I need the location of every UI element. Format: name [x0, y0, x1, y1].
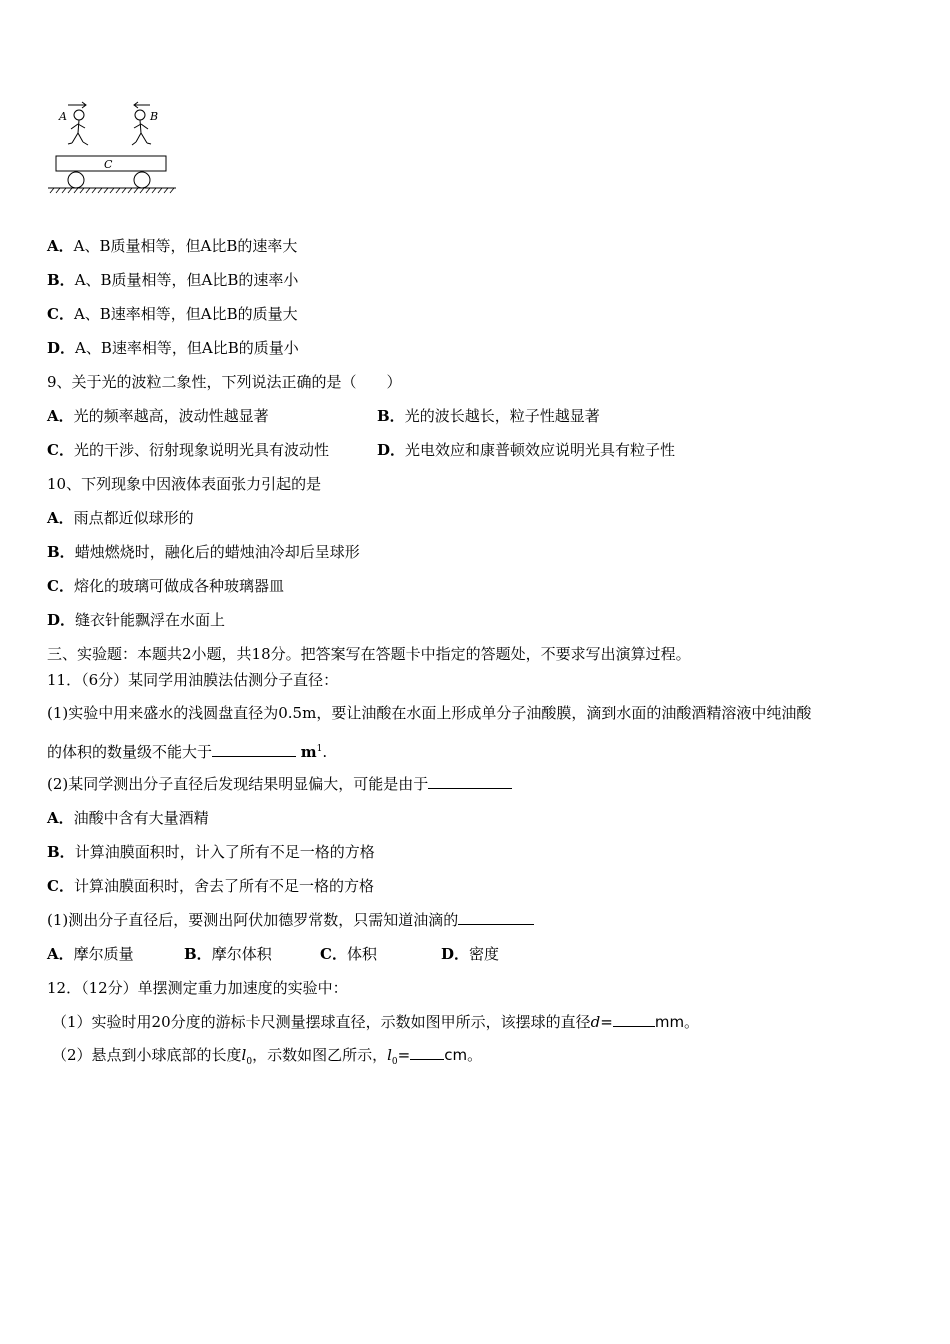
answer-blank [613, 1012, 655, 1027]
q12-part2: （2）悬点到小球底部的长度$l_0$，示数如图乙所示，$l_0=$ cm。 [52, 1046, 483, 1067]
q8-option-c: C．A、B速率相等，但A比B的质量大 [47, 305, 298, 323]
q10-option-a: A．雨点都近似球形的 [47, 509, 194, 527]
q10-option-d: D．缝衣针能飘浮在水面上 [47, 611, 226, 629]
q9-option-d: D．光电效应和康普顿效应说明光具有粒子性 [377, 441, 676, 459]
wheel-right [134, 172, 150, 188]
q11-part1-line2: 的体积的数量级不能大于 $m^1$. [47, 743, 328, 761]
q10-option-b: B．蜡烛燃烧时，融化后的蜡烛油冷却后呈球形 [47, 543, 360, 561]
q9-options-row2 [47, 440, 676, 460]
q11-part2-option-a: A．油酸中含有大量酒精 [47, 809, 209, 827]
q10-stem: 10、下列现象中因液体表面张力引起的是 [47, 475, 322, 493]
q11-part2-option-b: B．计算油膜面积时，计入了所有不足一格的方格 [47, 843, 375, 861]
section-3-heading: 三、实验题：本题共2小题，共18分。把答案写在答题卡中指定的答题处，不要求写出演算过程。 [47, 645, 691, 663]
q8-option-b: B．A、B质量相等，但A比B的速率小 [47, 271, 299, 289]
q9-options-row1 [47, 406, 600, 426]
answer-blank [428, 774, 512, 789]
wheel-left [68, 172, 84, 188]
label-c: C [104, 158, 113, 171]
q11-part1-line1: (1)实验中用来盛水的浅圆盘直径为0.5m，要让油酸在水面上形成单分子油酸膜，滴到水面的油酸酒精溶液中纯油酸 [47, 704, 812, 722]
q9-option-a: A．光的频率越高，波动性越显著 [47, 407, 269, 425]
answer-blank [458, 910, 534, 925]
q11-part3-option-b: B．摩尔体积 [184, 945, 272, 963]
q10-option-c: C．熔化的玻璃可做成各种玻璃器皿 [47, 577, 284, 595]
label-b: B [150, 110, 159, 123]
q9-option-b: B．光的波长越长，粒子性越显著 [377, 407, 600, 425]
answer-blank [212, 742, 296, 757]
q9-stem: 9、关于光的波粒二象性，下列说法正确的是（ ） [47, 373, 402, 391]
q11-part3-option-d: D．密度 [441, 945, 500, 963]
q11-stem: 11．（6分）某同学用油膜法估测分子直径： [47, 671, 339, 689]
person-a [68, 110, 88, 145]
q12-part1: （1）实验时用20分度的游标卡尺测量摆球直径，示数如图甲所示，该摆球的直径d= mm。 [52, 1013, 700, 1031]
q11-part2-option-c: C．计算油膜面积时，舍去了所有不足一格的方格 [47, 877, 374, 895]
q11-part2: (2)某同学测出分子直径后发现结果明显偏大，可能是由于 [47, 774, 512, 794]
ground-hatch [50, 188, 174, 193]
q12-stem: 12．（12分）单摆测定重力加速度的实验中： [47, 979, 348, 997]
q8-option-a: A．A、B质量相等，但A比B的速率大 [47, 237, 298, 255]
label-a: A [59, 110, 67, 123]
person-b [132, 110, 151, 145]
q11-part3: (1)测出分子直径后，要测出阿伏加德罗常数，只需知道油滴的 [47, 910, 534, 930]
cart-figure [44, 98, 184, 198]
q11-part3-option-c: C．体积 [320, 945, 377, 963]
q11-part3-option-a: A．摩尔质量 [47, 945, 134, 963]
answer-blank [410, 1045, 444, 1060]
q8-option-d: D．A、B速率相等，但A比B的质量小 [47, 339, 299, 357]
cart-diagram [44, 98, 184, 198]
q9-option-c: C．光的干涉、衍射现象说明光具有波动性 [47, 441, 329, 459]
